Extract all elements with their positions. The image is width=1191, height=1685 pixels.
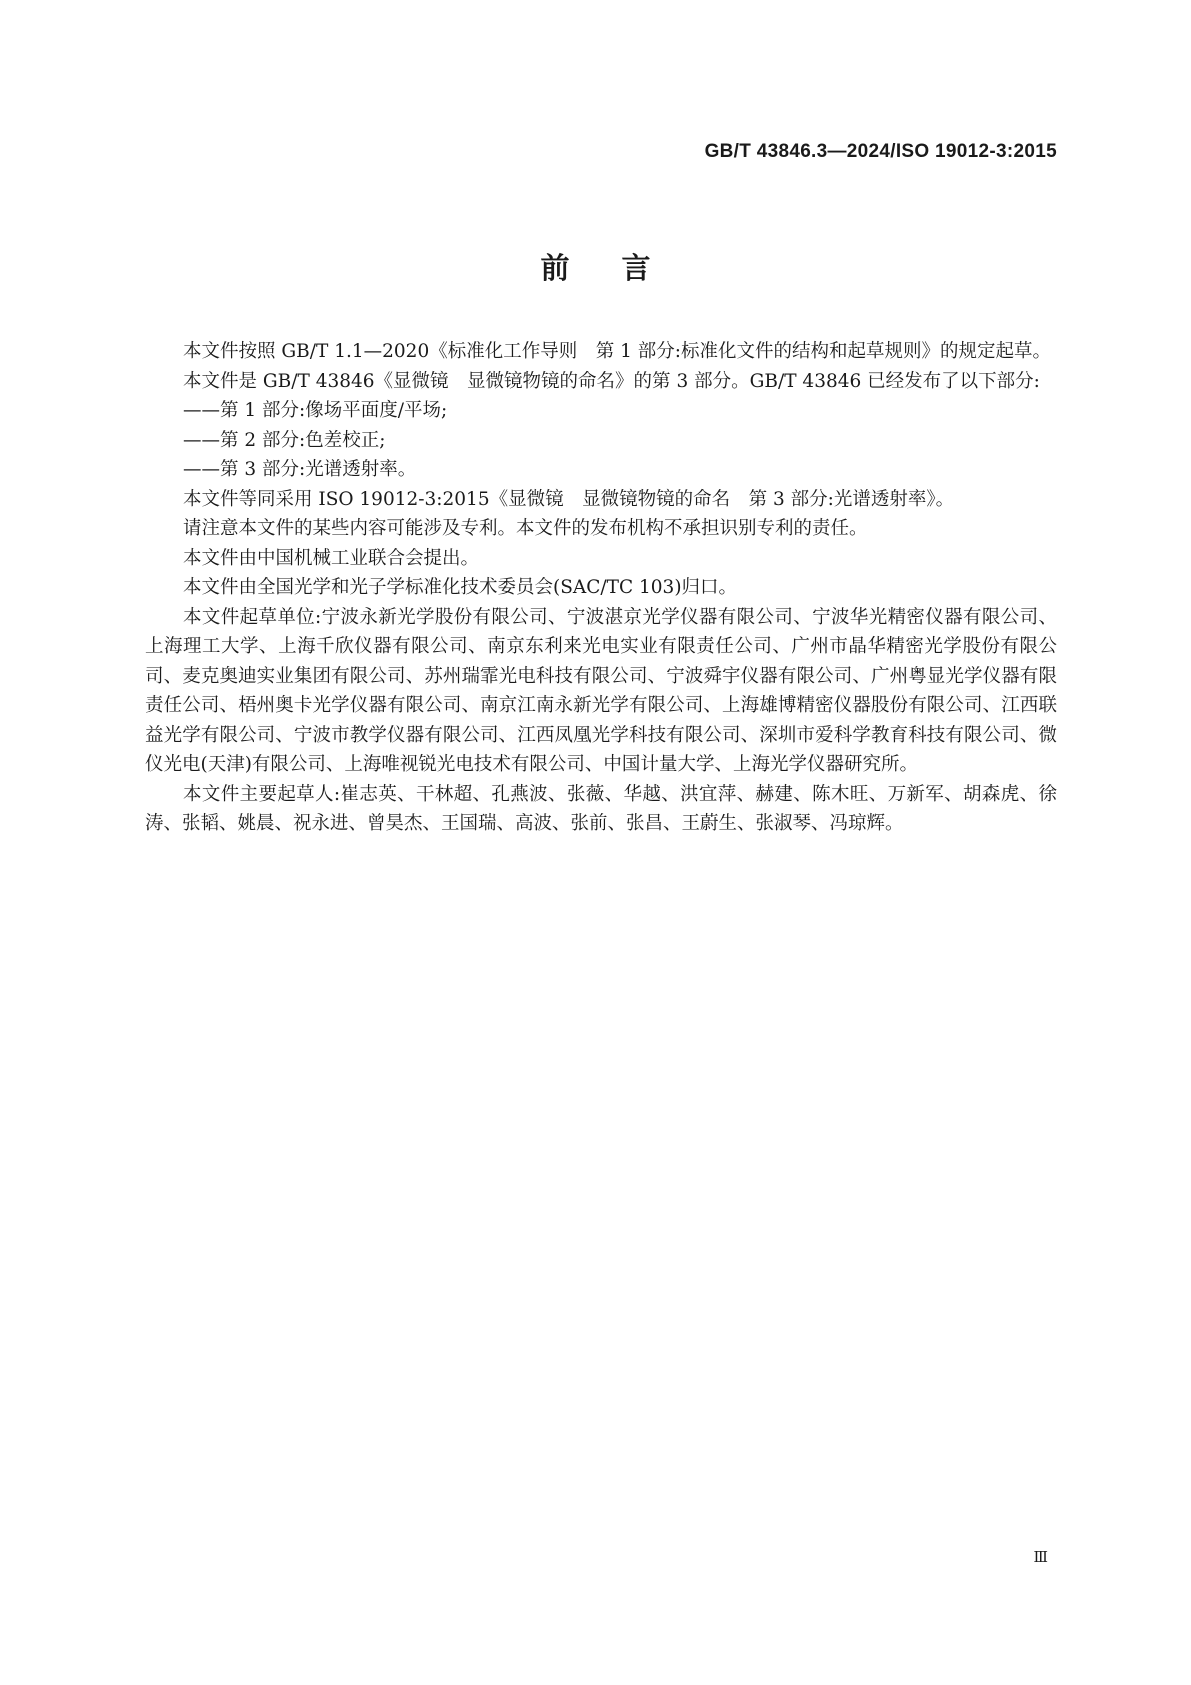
page-number: Ⅲ xyxy=(1033,1548,1048,1566)
list-item-part-1: ——第 1 部分:像场平面度/平场; xyxy=(183,400,448,421)
list-item-part-3: ——第 3 部分:光谱透射率。 xyxy=(183,459,417,480)
list-item-part-2: ——第 2 部分:色差校正; xyxy=(183,429,386,451)
paragraph-drafters: 本文件主要起草人:崔志英、干林超、孔燕波、张薇、华越、洪宜萍、赫建、陈木旺、万新军、胡森虎、徐涛、张韬、姚晨、祝永进、曾昊杰、王国瑞、高波、张前、张昌、王蔚生、张淑琴、冯琼辉。 xyxy=(145,783,1057,834)
foreword-body xyxy=(145,337,1057,839)
page-title: 前言 xyxy=(540,251,703,285)
paragraph-drafting-organizations: 本文件起草单位:宁波永新光学股份有限公司、宁波湛京光学仪器有限公司、宁波华光精密仪器有限公司、上海理工大学、上海千欣仪器有限公司、南京东利来光电实业有限责任公司、广州市晶华精密光学股份有限公司、麦克奥迪实业集团有限公司、苏州瑞霏光电科技有限公司、宁波舜宇仪器有限公司、广州粤显光学仪器有限责任公司、梧州奥卡光学仪器有限公司、南京江南永新光学有限公司、上海雄博精密仪器股份有限公司、江西联益光学有限公司、宁波市教学仪器有限公司、江西凤凰光学科技有限公司、深圳市爱科学教育科技有限公司、微仪光电(天津)有限公司、上海唯视锐光电技术有限公司、中国计量大学、上海光学仪器研究所。 xyxy=(145,606,1057,775)
paragraph-patent-notice: 请注意本文件的某些内容可能涉及专利。本文件的发布机构不承担识别专利的责任。 xyxy=(183,518,868,539)
paragraph-drafting-rules: 本文件按照 GB/T 1.1—2020《标准化工作导则 第 1 部分:标准化文件的结构和起草规则》的规定起草。 xyxy=(183,341,1051,362)
paragraph-proposer: 本文件由中国机械工业联合会提出。 xyxy=(183,547,480,569)
standard-number: GB/T 43846.3—2024/ISO 19012-3:2015 xyxy=(704,141,1057,162)
paragraph-iso-equivalence: 本文件等同采用 ISO 19012-3:2015《显微镜 显微镜物镜的命名 第 3 部分:光谱透射率》。 xyxy=(183,488,955,510)
paragraph-technical-committee: 本文件由全国光学和光子学标准化技术委员会(SAC/TC 103)归口。 xyxy=(183,577,738,598)
paragraph-series-intro: 本文件是 GB/T 43846《显微镜 显微镜物镜的命名》的第 3 部分。GB/T 43846 已经发布了以下部分: xyxy=(183,370,1040,392)
